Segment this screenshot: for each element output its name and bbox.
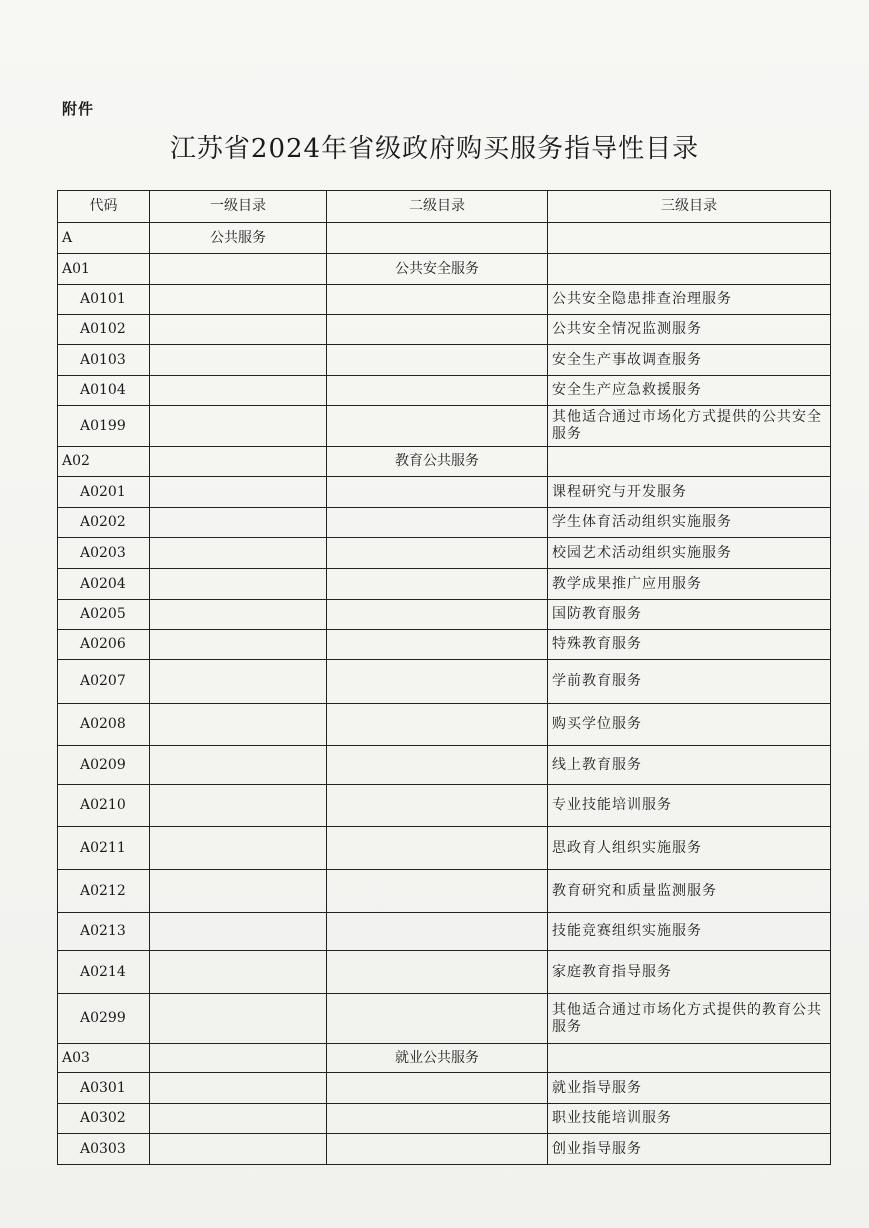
table-row: [58, 951, 831, 994]
cell-level3: 创业指导服务: [548, 1134, 831, 1165]
table-row: [58, 630, 831, 660]
cell-level3: 线上教育服务: [548, 746, 831, 785]
cell-level1: [150, 1104, 327, 1134]
cell-level1: 公共服务: [150, 223, 327, 254]
cell-level3: 购买学位服务: [548, 704, 831, 746]
cell-level1: [150, 600, 327, 630]
cell-level2: [327, 569, 548, 600]
cell-level3: 校园艺术活动组织实施服务: [548, 538, 831, 569]
cell-level3: 技能竞赛组织实施服务: [548, 913, 831, 951]
table-row: [58, 827, 831, 870]
cell-code: A01: [58, 254, 150, 285]
cell-level1: [150, 785, 327, 827]
cell-level1: [150, 447, 327, 477]
cell-code: A0210: [58, 785, 150, 827]
table-row: [58, 704, 831, 746]
document-title: 江苏省2024年省级政府购买服务指导性目录: [169, 134, 700, 164]
cell-code: A0103: [58, 345, 150, 376]
table-row: [58, 1134, 831, 1165]
cell-level1: [150, 406, 327, 447]
table-row: [58, 315, 831, 345]
cell-level2: [327, 1134, 548, 1165]
cell-level3: 安全生产事故调查服务: [548, 345, 831, 376]
cell-level3: 公共安全隐患排查治理服务: [548, 285, 831, 315]
table-body: [58, 223, 831, 1165]
cell-level2: 公共安全服务: [327, 254, 548, 285]
cell-code: A0199: [58, 406, 150, 447]
cell-level2: [327, 223, 548, 254]
cell-level1: [150, 660, 327, 704]
table-row: [58, 477, 831, 508]
cell-level1: [150, 630, 327, 660]
cell-level2: [327, 376, 548, 406]
cell-code: A0211: [58, 827, 150, 870]
cell-level1: [150, 315, 327, 345]
table-row: [58, 785, 831, 827]
cell-level2: [327, 600, 548, 630]
cell-level2: [327, 827, 548, 870]
cell-code: A0302: [58, 1104, 150, 1134]
table-row: [58, 660, 831, 704]
cell-code: A0104: [58, 376, 150, 406]
cell-level2: [327, 1073, 548, 1104]
table-row: [58, 223, 831, 254]
table-row: [58, 1044, 831, 1073]
cell-level2: [327, 538, 548, 569]
cell-level1: [150, 285, 327, 315]
table-row: [58, 1073, 831, 1104]
cell-code: A0101: [58, 285, 150, 315]
cell-level2: [327, 315, 548, 345]
cell-code: A0206: [58, 630, 150, 660]
cell-level1: [150, 538, 327, 569]
cell-level2: [327, 630, 548, 660]
cell-code: A0208: [58, 704, 150, 746]
cell-code: A0201: [58, 477, 150, 508]
cell-level2: [327, 785, 548, 827]
cell-level3: 其他适合通过市场化方式提供的公共安全服务: [548, 406, 831, 447]
table-row: [58, 569, 831, 600]
cell-level2: [327, 913, 548, 951]
cell-level2: [327, 870, 548, 913]
cell-level3: [548, 223, 831, 254]
cell-code: A0205: [58, 600, 150, 630]
table-header-row: [58, 191, 831, 223]
table-row: [58, 285, 831, 315]
table-row: [58, 994, 831, 1044]
table-row: [58, 254, 831, 285]
cell-code: A: [58, 223, 150, 254]
cell-level1: [150, 1134, 327, 1165]
table-row: [58, 1104, 831, 1134]
cell-level3: 特殊教育服务: [548, 630, 831, 660]
cell-code: A02: [58, 447, 150, 477]
header-level3: 三级目录: [548, 191, 831, 223]
cell-level3: 国防教育服务: [548, 600, 831, 630]
cell-level2: [327, 345, 548, 376]
cell-level3: 就业指导服务: [548, 1073, 831, 1104]
cell-level1: [150, 254, 327, 285]
table-row: [58, 508, 831, 538]
table-row: [58, 746, 831, 785]
cell-level3: [548, 254, 831, 285]
cell-level3: 思政育人组织实施服务: [548, 827, 831, 870]
cell-level2: [327, 1104, 548, 1134]
table-row: [58, 447, 831, 477]
cell-level2: 教育公共服务: [327, 447, 548, 477]
cell-level2: [327, 508, 548, 538]
header-level1: 一级目录: [150, 191, 327, 223]
cell-code: A0102: [58, 315, 150, 345]
cell-code: A0202: [58, 508, 150, 538]
cell-level3: 其他适合通过市场化方式提供的教育公共服务: [548, 994, 831, 1044]
cell-code: A0203: [58, 538, 150, 569]
cell-level2: [327, 406, 548, 447]
cell-code: A0299: [58, 994, 150, 1044]
catalog-table: [57, 190, 831, 1165]
attachment-label: 附件: [62, 100, 95, 118]
header-code: 代码: [58, 191, 150, 223]
cell-level2: 就业公共服务: [327, 1044, 548, 1073]
cell-level1: [150, 704, 327, 746]
cell-level1: [150, 827, 327, 870]
cell-level3: 教育研究和质量监测服务: [548, 870, 831, 913]
cell-level3: 教学成果推广应用服务: [548, 569, 831, 600]
cell-level2: [327, 746, 548, 785]
cell-code: A03: [58, 1044, 150, 1073]
cell-level2: [327, 477, 548, 508]
table-row: [58, 870, 831, 913]
cell-level3: [548, 1044, 831, 1073]
cell-level2: [327, 704, 548, 746]
cell-level1: [150, 951, 327, 994]
cell-code: A0207: [58, 660, 150, 704]
cell-level1: [150, 994, 327, 1044]
table-row: [58, 538, 831, 569]
cell-level1: [150, 477, 327, 508]
table-row: [58, 600, 831, 630]
table-row: [58, 345, 831, 376]
cell-level1: [150, 1044, 327, 1073]
table-row: [58, 376, 831, 406]
header-level2: 二级目录: [327, 191, 548, 223]
cell-code: A0204: [58, 569, 150, 600]
cell-level3: 职业技能培训服务: [548, 1104, 831, 1134]
cell-code: A0301: [58, 1073, 150, 1104]
cell-level3: 家庭教育指导服务: [548, 951, 831, 994]
cell-code: A0212: [58, 870, 150, 913]
cell-level1: [150, 376, 327, 406]
table-row: [58, 406, 831, 447]
cell-level3: 学生体育活动组织实施服务: [548, 508, 831, 538]
cell-level1: [150, 870, 327, 913]
cell-code: A0209: [58, 746, 150, 785]
table-row: [58, 913, 831, 951]
cell-level2: [327, 285, 548, 315]
cell-level1: [150, 569, 327, 600]
cell-level1: [150, 508, 327, 538]
cell-level3: 学前教育服务: [548, 660, 831, 704]
cell-level2: [327, 994, 548, 1044]
cell-level3: 公共安全情况监测服务: [548, 315, 831, 345]
cell-level1: [150, 1073, 327, 1104]
cell-level3: 安全生产应急救援服务: [548, 376, 831, 406]
cell-level1: [150, 345, 327, 376]
cell-level3: 课程研究与开发服务: [548, 477, 831, 508]
cell-level3: 专业技能培训服务: [548, 785, 831, 827]
cell-level2: [327, 660, 548, 704]
cell-level3: [548, 447, 831, 477]
cell-code: A0214: [58, 951, 150, 994]
cell-code: A0303: [58, 1134, 150, 1165]
cell-level1: [150, 913, 327, 951]
cell-level2: [327, 951, 548, 994]
cell-code: A0213: [58, 913, 150, 951]
cell-level1: [150, 746, 327, 785]
